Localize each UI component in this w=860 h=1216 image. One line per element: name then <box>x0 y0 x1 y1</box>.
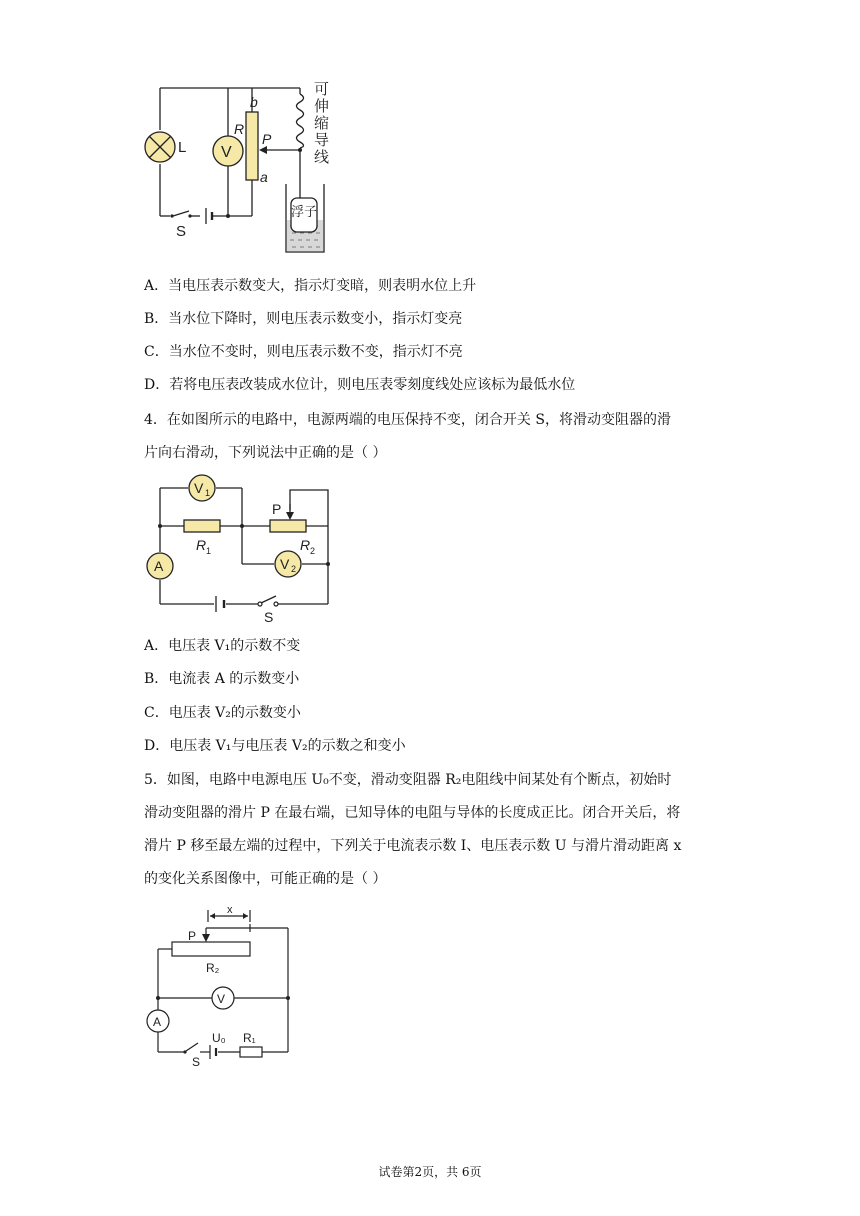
q3-circuit-diagram <box>140 80 350 260</box>
r2-subscript: 2 <box>310 546 316 556</box>
end-b-label: b <box>250 94 258 110</box>
r2-label: R₂ <box>206 961 220 975</box>
r1-subscript: 1 <box>206 546 212 556</box>
q3-option-d[interactable]: D．若将电压表改装成水位计，则电压表零刻度线处应该标为最低水位 <box>144 377 576 393</box>
v2-subscript: 2 <box>291 564 297 574</box>
switch-label: S <box>264 609 274 625</box>
q3-option-b[interactable]: B．当水位下降时，则电压表示数变小，指示灯变亮 <box>144 311 463 327</box>
q3-option-c[interactable]: C．当水位不变时，则电压表示数不变，指示灯不亮 <box>144 344 463 360</box>
q4-stem-line-1: 4．在如图所示的电路中，电源两端的电压保持不变，闭合开关 S，将滑动变阻器的滑 <box>144 412 671 428</box>
float-label: 浮子 <box>290 204 318 219</box>
q4-stem-line-2: 片向右滑动，下列说法中正确的是（ ） <box>144 445 387 461</box>
r1-label: R <box>196 537 207 553</box>
u0-label: U₀ <box>212 1031 226 1045</box>
q5-circuit-diagram <box>140 904 310 1072</box>
q4-circuit-diagram <box>140 474 350 626</box>
wire-label-3: 缩 <box>314 115 330 132</box>
q5-stem-line-2: 滑动变阻器的滑片 P 在最右端，已知导体的电阻与导体的长度成正比。闭合开关后，将 <box>144 805 681 821</box>
wire-label-2: 伸 <box>314 98 330 115</box>
q4-option-d[interactable]: D．电压表 V₁与电压表 V₂的示数之和变小 <box>144 738 406 754</box>
resistor <box>246 112 258 180</box>
ammeter-label: A <box>154 558 164 574</box>
wire-label-5: 线 <box>314 149 330 166</box>
switch-label: S <box>192 1055 201 1069</box>
q5-stem-line-3: 滑片 P 移至最左端的过程中，下列关于电流表示数 I、电压表示数 U 与滑片滑动距离 x <box>144 838 682 854</box>
rheostat-r2 <box>270 520 306 532</box>
q5-stem-line-1: 5．如图，电路中电源电压 U₀不变，滑动变阻器 R₂电阻线中间某处有个断点，初始时 <box>144 772 672 788</box>
q5-stem-line-4: 的变化关系图像中，可能正确的是（ ） <box>144 871 387 887</box>
v2-label: V <box>280 556 290 572</box>
q3-option-a[interactable]: A．当电压表示数变大，指示灯变暗，则表明水位上升 <box>144 278 477 294</box>
ammeter-label: A <box>153 1015 162 1029</box>
slider-label: P <box>272 501 282 517</box>
voltmeter-label: V <box>217 992 226 1006</box>
page-footer: 试卷第2页，共 6页 <box>378 1165 482 1179</box>
x-label: x <box>227 904 233 916</box>
q4-option-c[interactable]: C．电压表 V₂的示数变小 <box>144 705 301 721</box>
wire-label-4: 导 <box>314 132 330 149</box>
switch-label: S <box>176 223 187 240</box>
v1-subscript: 1 <box>205 488 211 498</box>
end-a-label: a <box>260 169 268 185</box>
wire-label-1: 可 <box>314 81 330 98</box>
v1-label: V <box>194 480 204 496</box>
r2-label: R <box>300 537 311 553</box>
lamp-label: L <box>178 139 187 156</box>
r1-label: R₁ <box>243 1031 256 1045</box>
resistor-r1 <box>240 1047 262 1057</box>
resistor-label: R <box>234 121 245 137</box>
resistor-r1 <box>184 520 220 532</box>
q4-option-b[interactable]: B．电流表 A 的示数变小 <box>144 671 300 687</box>
slider-label: P <box>262 131 272 147</box>
voltmeter-label: V <box>221 144 232 161</box>
q4-option-a[interactable]: A．电压表 V₁的示数不变 <box>144 638 301 654</box>
slider-label: P <box>188 929 197 943</box>
